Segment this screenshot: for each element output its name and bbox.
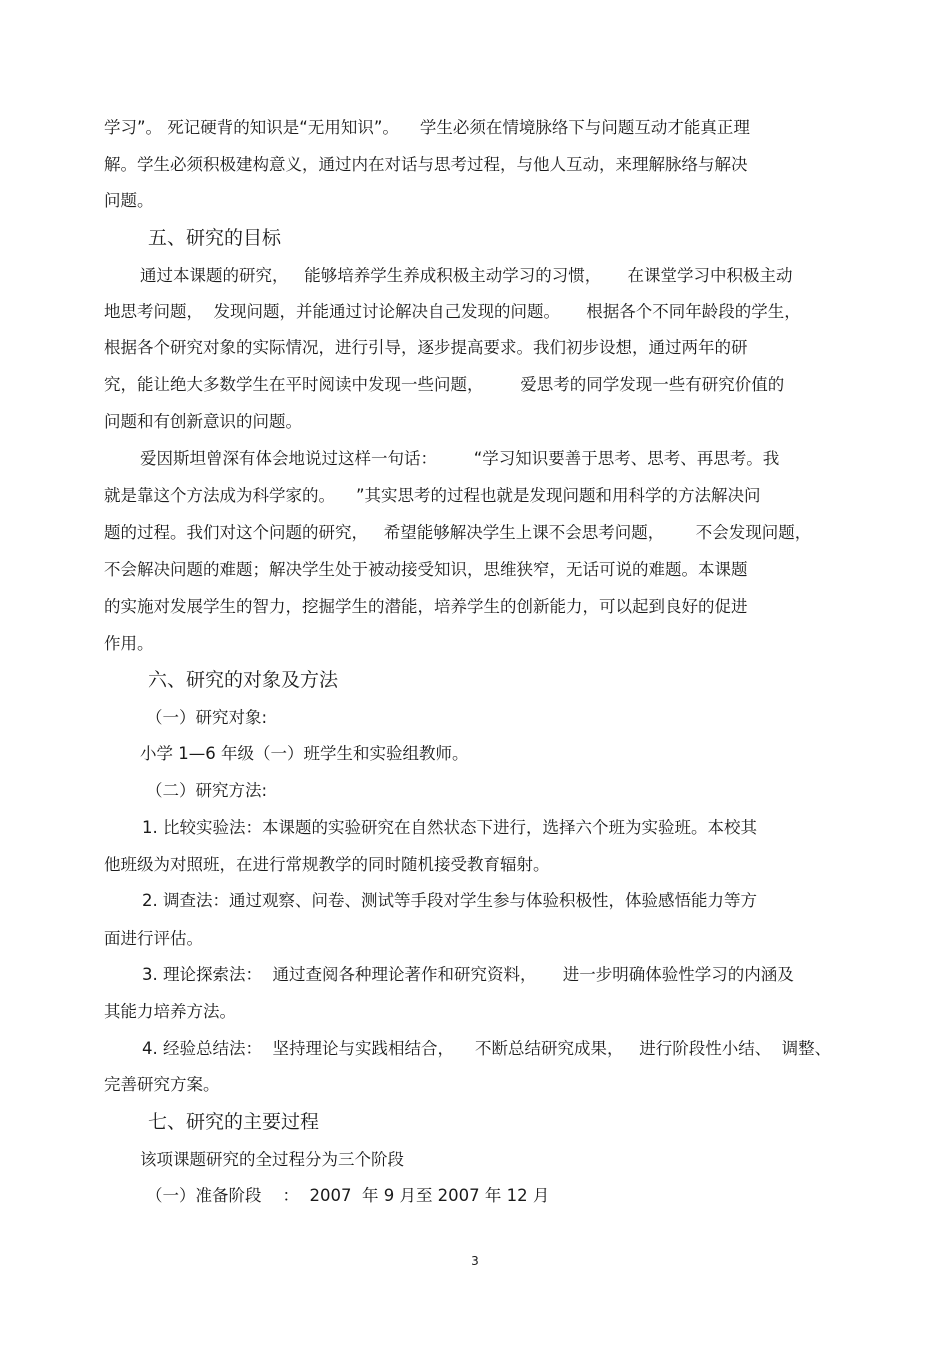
- page-number: 3: [471, 1254, 479, 1268]
- body-text-line: 小学 1—6 年级（一）班学生和实验组教师。: [140, 744, 469, 763]
- body-text-line: 2. 调查法：通过观察、问卷、测试等手段对学生参与体验积极性，体验感悟能力等方: [142, 891, 757, 910]
- body-text-line: 就是靠这个方法成为科学家的。 ”其实思考的过程也就是发现问题和用科学的方法解决问: [104, 486, 761, 505]
- body-text-line: 其能力培养方法。: [104, 1002, 236, 1021]
- subheading: （二）研究方法:: [146, 781, 268, 800]
- body-text-line: 究，能让绝大多数学生在平时阅读中发现一些问题， 爱思考的同学发现一些有研究价值的: [104, 375, 785, 394]
- body-text-line: 1. 比较实验法：本课题的实验研究在自然状态下进行，选择六个班为实验班。本校其: [142, 818, 757, 837]
- subheading: （一）研究对象:: [146, 708, 268, 727]
- body-text-line: 题的过程。我们对这个问题的研究， 希望能够解决学生上课不会思考问题， 不会发现问题，: [104, 523, 812, 542]
- body-text-line: 解。学生必须积极建构意义，通过内在对话与思考过程，与他人互动，来理解脉络与解决: [104, 155, 748, 174]
- body-text-line: 完善研究方案。: [104, 1075, 220, 1094]
- body-text-line: 3. 理论探索法： 通过查阅各种理论著作和研究资料， 进一步明确体验性学习的内涵及: [142, 965, 794, 984]
- body-text-line: 地思考问题， 发现问题，并能通过讨论解决自己发现的问题。 根据各个不同年龄段的学生，: [104, 302, 801, 321]
- body-text-line: 4. 经验总结法： 坚持理论与实践相结合， 不断总结研究成果， 进行阶段性小结、 调整、: [142, 1039, 832, 1058]
- section-heading-7: 七、研究的主要过程: [148, 1111, 320, 1133]
- body-text-line: 作用。: [104, 634, 154, 653]
- body-text-line: 面进行评估。: [104, 929, 203, 948]
- body-text-line: 问题和有创新意识的问题。: [104, 412, 302, 431]
- body-text-line: 爱因斯坦曾深有体会地说过这样一句话： “学习知识要善于思考、思考、再思考。我: [140, 449, 780, 468]
- body-text-line: 学习”。 死记硬背的知识是“无用知识”。 学生必须在情境脉络下与问题互动才能真正理: [104, 118, 750, 137]
- body-text-line: 的实施对发展学生的智力，挖掘学生的潜能，培养学生的创新能力，可以起到良好的促进: [104, 597, 748, 616]
- section-heading-6: 六、研究的对象及方法: [148, 669, 339, 691]
- section-heading-5: 五、研究的目标: [148, 227, 282, 249]
- body-text-line: 根据各个研究对象的实际情况，进行引导，逐步提高要求。我们初步设想，通过两年的研: [104, 338, 748, 357]
- subheading: （一）准备阶段 ： 2007 年 9 月至 2007 年 12 月: [146, 1186, 550, 1205]
- body-text-line: 问题。: [104, 191, 154, 210]
- body-text-line: 通过本课题的研究， 能够培养学生养成积极主动学习的习惯， 在课堂学习中积极主动: [140, 266, 793, 285]
- body-text-line: 该项课题研究的全过程分为三个阶段: [140, 1150, 404, 1169]
- body-text-line: 不会解决问题的难题；解决学生处于被动接受知识，思维狭窄，无话可说的难题。本课题: [104, 560, 748, 579]
- body-text-line: 他班级为对照班，在进行常规教学的同时随机接受教育辐射。: [104, 855, 550, 874]
